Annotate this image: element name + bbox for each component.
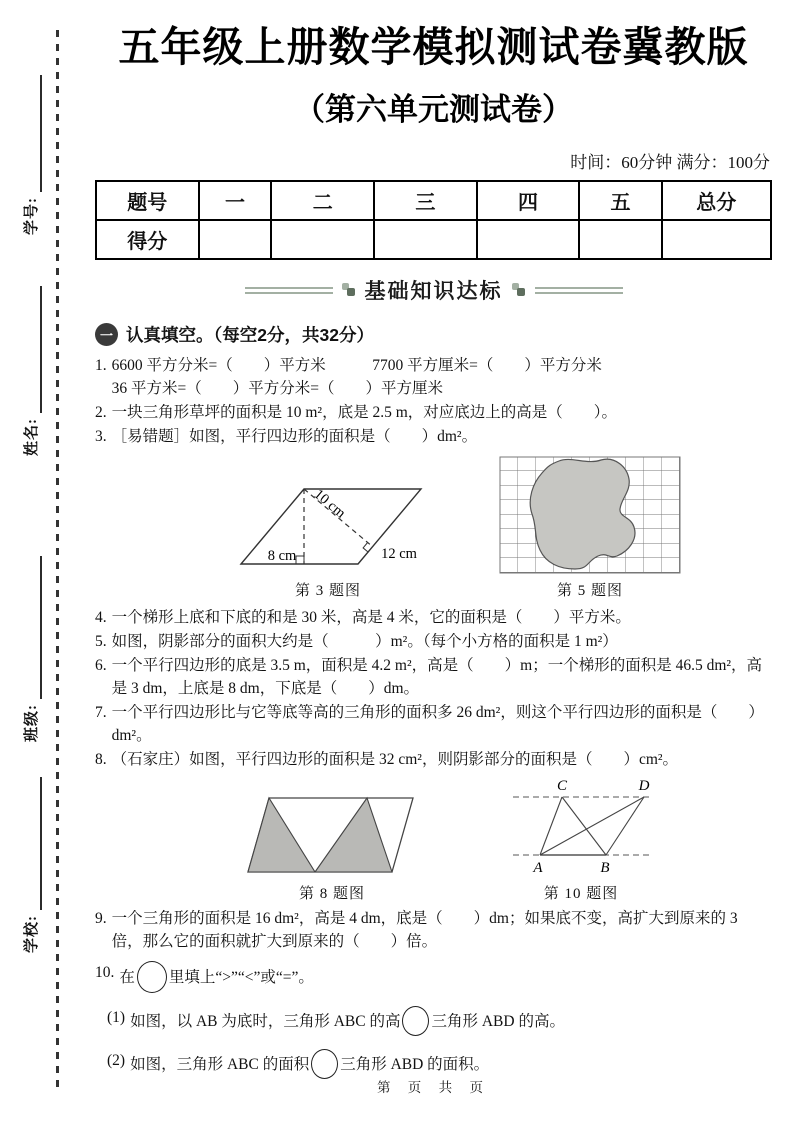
question-text: （石家庄）如图，平行四边形的面积是 32 cm²，则阴影部分的面积是（ ）cm²。 <box>111 751 679 769</box>
score-table-header-row <box>96 181 771 220</box>
student-id-label: 学号: <box>23 197 40 235</box>
sub-2-text-after: 三角形 ABD 的面积。 <box>340 1056 490 1074</box>
question-10-sub-1 <box>107 1006 772 1036</box>
question-list <box>95 354 772 1079</box>
class-field <box>18 556 42 742</box>
question-number: 6. <box>95 657 107 675</box>
question-number: 2. <box>95 404 107 422</box>
figure-question-3 <box>223 474 433 600</box>
question-8 <box>95 748 772 771</box>
shaded-blob-shape <box>530 459 635 569</box>
question-text: 一个三角形的面积是 16 dm²，高是 4 dm，底是（ ）dm；如果底不变，高扩大到原来的 3 倍，那么它的面积就扩大到原来的（ ）倍。 <box>111 910 742 951</box>
question-text <box>119 961 772 993</box>
score-cell <box>662 220 771 259</box>
question-1 <box>95 354 772 400</box>
sub-2-text-before: 如图，三角形 ABC 的面积 <box>130 1056 310 1074</box>
question-text: 一个平行四边形的底是 3.5 m，面积是 4.2 m²，高是（ ）m；一个梯形的面积是 46.5 dm²，高是 3 dm，上底是 8 dm，下底是（ ）dm。 <box>111 657 763 698</box>
time-score-info: 时间：60分钟 满分：100分 <box>570 153 770 173</box>
question-7 <box>95 701 772 747</box>
point-a-label: A <box>533 860 543 877</box>
figure-10-caption: 第 10 题图 <box>543 886 619 903</box>
header-part-5: 五 <box>579 181 661 220</box>
section-1-heading <box>95 322 772 347</box>
header-total: 总分 <box>662 181 771 220</box>
point-c-label: C <box>556 778 568 795</box>
school-blank-line <box>18 777 42 910</box>
sub-question-number: (1) <box>107 1009 126 1027</box>
class-label: 班级: <box>23 704 40 742</box>
question-number: 5. <box>95 633 107 651</box>
question-5 <box>95 630 772 653</box>
question-10-text-before: 在 <box>119 969 135 987</box>
comparison-circle-blank <box>402 1006 429 1036</box>
score-cell <box>579 220 661 259</box>
figure-8-caption: 第 8 题图 <box>298 886 365 903</box>
point-b-label: B <box>600 860 610 877</box>
sub-1-text-after: 三角形 ABD 的高。 <box>431 1013 565 1031</box>
question-number: 4. <box>95 609 107 627</box>
student-id-blank-line <box>18 75 42 192</box>
sub-1-text-before: 如图，以 AB 为底时，三角形 ABC 的高 <box>130 1013 401 1031</box>
student-name-field <box>18 286 42 456</box>
base-length-label: 8 cm <box>267 548 297 565</box>
student-name-blank-line <box>18 286 42 413</box>
score-table <box>95 180 772 260</box>
paper-title: 五年级上册数学模拟测试卷冀教版 <box>118 24 749 70</box>
figure-row-2 <box>247 777 772 903</box>
school-field <box>18 777 42 953</box>
sub-question-number: (2) <box>107 1052 126 1070</box>
figure-question-10 <box>505 777 657 903</box>
sub-question-text <box>130 1006 772 1036</box>
class-blank-line <box>18 556 42 699</box>
parallelogram-shaded-triangles-diagram <box>247 792 417 877</box>
parallelogram-diagram <box>223 474 433 574</box>
figure-3-caption: 第 3 题图 <box>294 583 361 600</box>
score-table-score-row <box>96 220 771 259</box>
score-cell <box>374 220 477 259</box>
comparison-circle-blank <box>311 1049 338 1079</box>
banner-title: 基础知识达标 <box>364 280 503 304</box>
header-part-1: 一 <box>199 181 272 220</box>
point-d-label: D <box>638 778 650 795</box>
question-10-text-after: 里填上“>”“<”或“=”。 <box>168 969 314 987</box>
banner-left-line <box>245 287 333 294</box>
score-row-label: 得分 <box>96 220 199 259</box>
question-3 <box>95 425 772 448</box>
header-question-number: 题号 <box>96 181 199 220</box>
student-name-label: 姓名: <box>23 418 40 456</box>
grid-shaded-area-diagram <box>499 456 681 574</box>
question-9 <box>95 907 772 953</box>
question-4 <box>95 606 772 629</box>
sub-question-text <box>130 1049 772 1079</box>
paper-content <box>95 24 772 1079</box>
question-number: 7. <box>95 704 107 722</box>
question-text: 一块三角形草坪的面积是 10 m²，底是 2.5 m，对应底边上的高是（ ）。 <box>111 404 618 422</box>
question-number: 9. <box>95 910 107 928</box>
banner-left-quote-icon <box>342 283 356 297</box>
height-length-label: 10 cm <box>310 486 349 522</box>
question-text: ［易错题］如图，平行四边形的面积是（ ）dm²。 <box>111 428 478 446</box>
figure-5-caption: 第 5 题图 <box>556 583 623 600</box>
question-text: 如图，阴影部分的面积大约是（ ）m²。（每个小方格的面积是 1 m²） <box>111 633 618 651</box>
figure-question-5 <box>499 456 681 600</box>
question-10-sub-2 <box>107 1049 772 1079</box>
header-part-2: 二 <box>271 181 374 220</box>
paper-subtitle: （第六单元测试卷） <box>294 92 573 128</box>
score-cell <box>271 220 374 259</box>
banner-right-quote-icon <box>512 283 526 297</box>
school-label: 学校: <box>23 915 40 953</box>
figure-row-1 <box>223 456 772 600</box>
question-number: 10. <box>95 964 115 982</box>
question-number: 8. <box>95 751 107 769</box>
question-text: 一个平行四边形比与它等底等高的三角形的面积多 26 dm²，则这个平行四边形的面积是（ ）dm²。 <box>111 704 764 745</box>
question-10 <box>95 961 772 993</box>
question-2 <box>95 401 772 424</box>
question-text: 6600 平方分米=（ ）平方米 7700 平方厘米=（ ）平方分米 36 平方米=（ ）平方分米=（ ）平方厘米 <box>111 357 602 398</box>
section-1-title: 认真填空。（每空2分，共32分） <box>126 325 374 346</box>
triangles-between-parallel-lines-diagram <box>505 777 657 877</box>
side-length-label: 12 cm <box>381 546 417 563</box>
figure-question-8 <box>247 792 417 903</box>
section-1-number-icon: 一 <box>95 323 118 346</box>
cut-line-divider <box>56 30 59 1088</box>
score-cell <box>477 220 580 259</box>
score-cell <box>199 220 272 259</box>
header-part-3: 三 <box>374 181 477 220</box>
question-number: 1. <box>95 357 107 375</box>
question-number: 3. <box>95 428 107 446</box>
page-footer: 第 页 共 页 <box>376 1080 491 1095</box>
question-text: 一个梯形上底和下底的和是 30 米，高是 4 米，它的面积是（ ）平方米。 <box>111 609 631 627</box>
banner-right-line <box>535 287 623 294</box>
section-banner <box>95 275 772 305</box>
comparison-circle-blank <box>137 961 167 993</box>
question-6 <box>95 654 772 700</box>
header-part-4: 四 <box>477 181 580 220</box>
student-id-field <box>18 75 42 235</box>
